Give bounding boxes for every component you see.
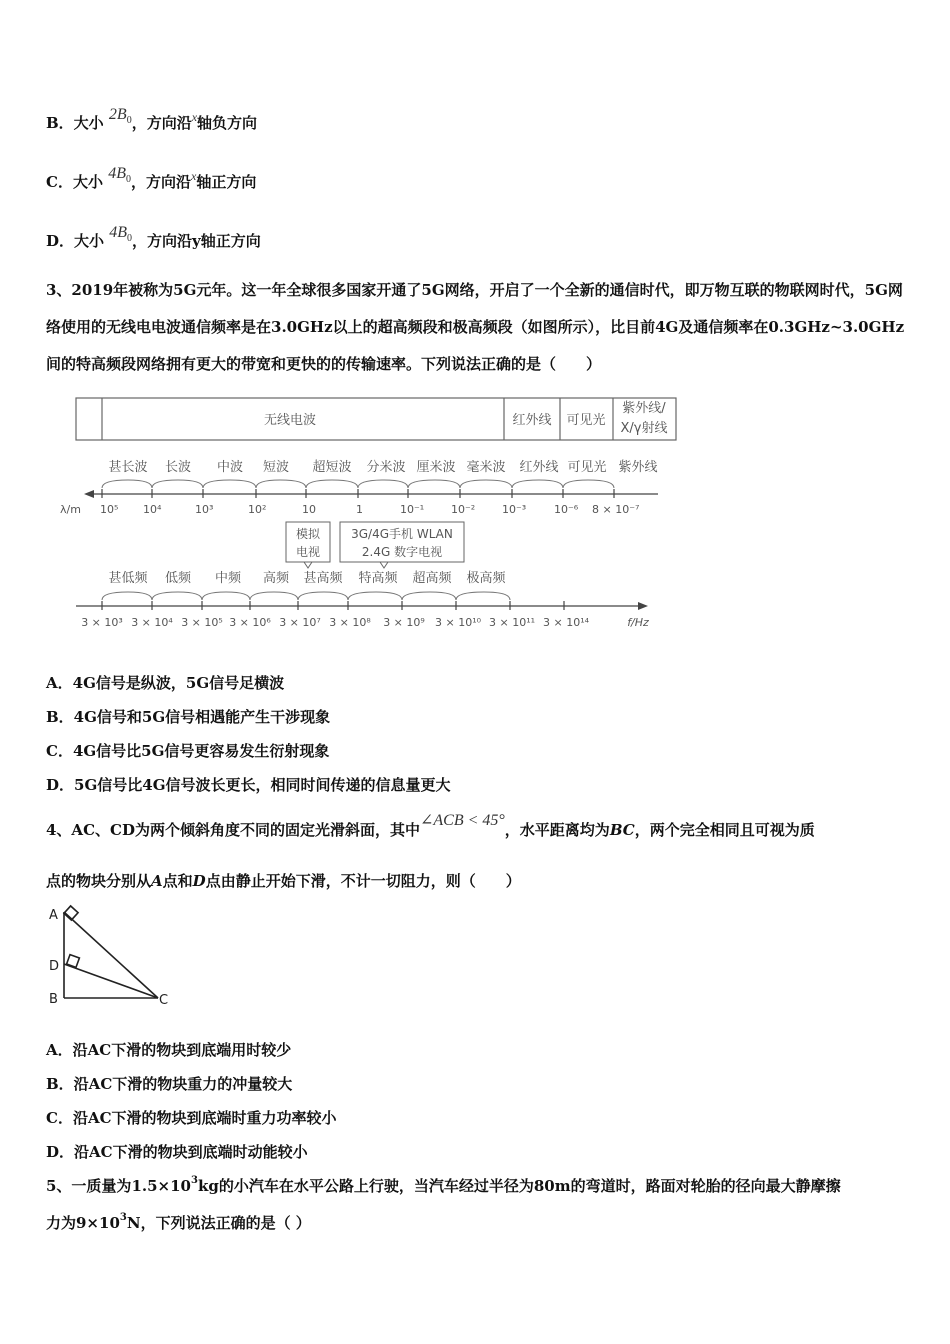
lambda-tick: 10⁴ <box>143 503 162 516</box>
option-q4-c: C．沿AC下滑的物块到底端时重力功率较小 <box>46 1109 337 1127</box>
incline-figure <box>46 904 176 1010</box>
angle-formula: ∠ACB < 45° <box>419 812 505 829</box>
band-radio: 无线电波 <box>263 413 317 428</box>
lambda-tick: 10⁻³ <box>502 503 527 516</box>
freq-tick: 3 × 10¹¹ <box>488 616 536 629</box>
wave-name: 中波 <box>216 460 244 475</box>
question-4-stem-line2: 点的物块分别从A点和D点由静止开始下滑，不计一切阻力，则（ ） <box>46 872 521 890</box>
lambda-tick: 10⁻⁶ <box>554 503 579 516</box>
option-q4-d: D．沿AC下滑的物块到底端时动能较小 <box>46 1143 308 1161</box>
option-q4-b: B．沿AC下滑的物块重力的冲量较大 <box>46 1075 293 1093</box>
question-5-stem-line1: 5、一质量为$1.5\times 10^3kg$的小汽车在水平公路上行驶，当汽车经过半径为80m的弯道时，路面对轮胎的径向最大静摩擦 <box>46 1175 841 1195</box>
wave-name: 红外线 <box>519 460 559 475</box>
option-q4-a: A．沿AC下滑的物块到底端用时较少 <box>46 1041 292 1059</box>
app-box-mobile: 2.4G 数字电视 <box>361 545 443 559</box>
point-label-c: C <box>159 993 169 1008</box>
question-5-stem-line2: 力为$9\times 10^3N$，下列说法正确的是（ ） <box>46 1212 311 1232</box>
option-q3-a: A．4G信号是纵波，5G信号足横波 <box>46 674 285 692</box>
freq-axis-label: f/Hz <box>627 616 649 629</box>
band-infrared: 红外线 <box>512 413 552 428</box>
app-box-mobile: 3G/4G手机 WLAN <box>351 527 453 541</box>
band-xray: X/γ射线 <box>620 421 668 436</box>
wave-name: 毫米波 <box>466 460 506 475</box>
freq-tick: 3 × 10¹⁴ <box>542 616 590 629</box>
lambda-tick: 10³ <box>195 503 214 516</box>
lambda-tick: 10⁵ <box>100 503 119 516</box>
option-q3-d: D．5G信号比4G信号波长更长，相同时间传递的信息量更大 <box>46 776 451 794</box>
freq-name: 甚高频 <box>303 571 343 586</box>
formula-magnitude: $4B_0$ <box>109 224 133 245</box>
option-q2-b: B．大小 $2B_0$，方向沿$^x$轴负方向 <box>46 106 258 132</box>
point-label-b: B <box>49 992 58 1007</box>
freq-name: 甚低频 <box>108 571 148 586</box>
lambda-tick: 1 <box>356 503 363 516</box>
freq-name: 超高频 <box>412 571 452 586</box>
freq-tick: 3 × 10⁸ <box>329 616 371 629</box>
formula-magnitude: $4B_0$ <box>108 165 131 186</box>
wave-name: 短波 <box>262 460 290 475</box>
lambda-tick: 8 × 10⁻⁷ <box>592 503 640 516</box>
freq-name: 极高频 <box>466 571 506 586</box>
freq-tick: 3 × 10⁵ <box>181 616 223 629</box>
option-q2-d: D．大小 $4B_0$，方向沿y轴正方向 <box>46 224 261 250</box>
formula-magnitude: $2B_0$ <box>108 106 132 127</box>
option-q3-c: C．4G信号比5G信号更容易发生衍射现象 <box>46 742 330 760</box>
wave-name: 超短波 <box>312 460 352 475</box>
band-uv: 紫外线/ <box>622 401 666 416</box>
freq-tick: 3 × 10⁴ <box>131 616 173 629</box>
freq-tick: 3 × 10⁹ <box>383 616 425 629</box>
question-4-stem-line1: 4、AC、CD为两个倾斜角度不同的固定光滑斜面，其中∠ACB < 45°，水平距离均为BC，两个完全相同且可视为质 <box>46 812 815 839</box>
wave-name: 分米波 <box>366 460 406 475</box>
wave-name: 可见光 <box>567 460 607 475</box>
band-visible: 可见光 <box>566 413 606 428</box>
freq-tick: 3 × 10⁷ <box>279 616 321 629</box>
point-label-a: A <box>49 908 58 923</box>
lambda-tick: 10⁻¹ <box>400 503 425 516</box>
freq-name: 高频 <box>262 571 290 586</box>
point-label-d: D <box>49 959 60 974</box>
app-box-analog-tv: 电视 <box>295 545 321 559</box>
question-3-stem: 3、2019年被称为5G元年。这一年全球很多国家开通了5G网络，开启了一个全新的通信时代，即万物互联的物联网时代，5G网络使用的无线电电波通信频率是在3.0GHz以上的超高频段和极高频段（如图所示），比目前4G及通信频率在0.3GHz~3.0GHz间的特高频段网络拥有更大的带宽和更快的的传输速率。下列说法正确的是（ ） <box>46 281 905 373</box>
freq-tick: 3 × 10¹⁰ <box>434 616 482 629</box>
lambda-tick: 10 <box>302 503 316 516</box>
wave-name: 长波 <box>164 460 192 475</box>
wave-name: 紫外线 <box>618 460 658 475</box>
lambda-axis-label: λ/m <box>60 503 81 516</box>
app-box-analog-tv: 模拟 <box>295 527 321 541</box>
option-q2-c: C．大小 $4B_0$，方向沿$^x$轴正方向 <box>46 165 257 191</box>
freq-tick: 3 × 10⁶ <box>229 616 271 629</box>
freq-name: 特高频 <box>358 571 398 586</box>
lambda-tick: 10² <box>248 503 267 516</box>
wave-name: 甚长波 <box>108 460 148 475</box>
wave-name: 厘米波 <box>416 460 456 475</box>
freq-name: 低频 <box>164 571 192 586</box>
option-q3-b: B．4G信号和5G信号相遇能产生干涉现象 <box>46 708 331 726</box>
lambda-tick: 10⁻² <box>451 503 476 516</box>
freq-tick: 3 × 10³ <box>81 616 123 629</box>
freq-name: 中频 <box>214 571 242 586</box>
spectrum-figure <box>60 392 680 640</box>
